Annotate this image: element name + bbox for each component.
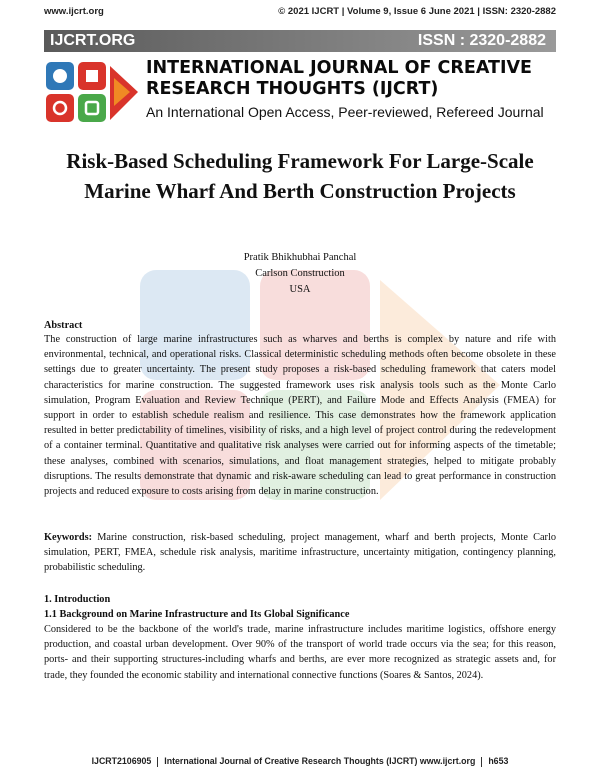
issue-info: © 2021 IJCRT | Volume 9, Issue 6 June 2021 | ISSN: 2320-2882 [278,6,556,17]
journal-band [44,30,556,52]
page-footer [0,756,600,767]
band-issn: ISSN : 2320-2882 [417,32,546,49]
keywords-text: Marine construction, risk-based scheduling, project management, wharf and berth projects, Monte Carlo simulation, PERT, FMEA, schedule risk analysis, maritime infrastructure, uncertainty mitigation, contingency planning, probabilistic scheduling. [44,532,556,574]
abstract-text: The construction of large marine infrastructures such as wharves and berths is complex by nature and rife with environmental, technical, and operational risks. Classical deterministic scheduling methods often become obsolete in these settings due to greater uncertainty. The present study proposes a risk-based scheduling framework that caters model characteristics for marine construction. The suggested framework uses risk analysis tools such as the Monte Carlo simulation, Program Evaluation and Review Technique (PERT), and Failure Mode and Effects Analysis (FMEA) for support in order to establish schedule realism and resilience. This case demonstrates how the framework application resulted in better predictability of timelines, visibility of risks, and a high level of project control during the redevelopment of a container terminal. Quantitative and qualitative risk analyses were carried out for informing aspects of the timetable; these analyses, combined with scenarios, simulations, and float management strategies, helped to mitigate probably disruptions. The results demonstrate that dynamic and risk-aware scheduling can lead to great performance in construction projects and reduced exposure to costs arising from delay in marine construction. [44,334,556,498]
author-affiliation: Carlson Construction [255,268,345,279]
band-site: IJCRT.ORG [50,32,136,49]
journal-logo-icon [44,58,140,124]
keywords-paragraph [44,530,556,576]
author-name: Pratik Bhikhubhai Panchal [243,252,357,263]
journal-subtitle: An International Open Access, Peer-reviewed, Refereed Journal [146,104,544,120]
section-text: Considered to be the backbone of the world's trade, marine infrastructure includes maritime logistics, offshore energy production, and coastal urban development. Over 90% of the transport of world trade occurs via the sea; for this reason, ports- and their supporting structures-including wharfs and berths, are ever more recognized as strategic assets and, for trade, they founded the economic stability and international connective functions (Soares & Santos, 2024). [44,624,556,681]
abstract-heading: Abstract [44,320,83,331]
subsection-heading: 1.1 Background on Marine Infrastructure and Its Global Significance [44,609,350,620]
page-number: h653 [488,756,509,766]
keywords-label: Keywords: [44,532,93,543]
running-header [44,6,556,20]
author-country: USA [289,284,311,295]
section-heading: 1. Introduction [44,594,111,605]
site-url[interactable]: www.ijcrt.org [44,6,104,17]
footer-journal: International Journal of Creative Research Thoughts (IJCRT) www.ijcrt.org [164,756,476,766]
paper-title: Risk-Based Scheduling Framework For Large-Scale Marine Wharf And Berth Construction Projects [66,149,534,203]
paper-id: IJCRT2106905 [91,756,152,766]
journal-title: INTERNATIONAL JOURNAL OF CREATIVE RESEARCH THOUGHTS (IJCRT) [146,58,532,99]
author-block [0,250,600,298]
